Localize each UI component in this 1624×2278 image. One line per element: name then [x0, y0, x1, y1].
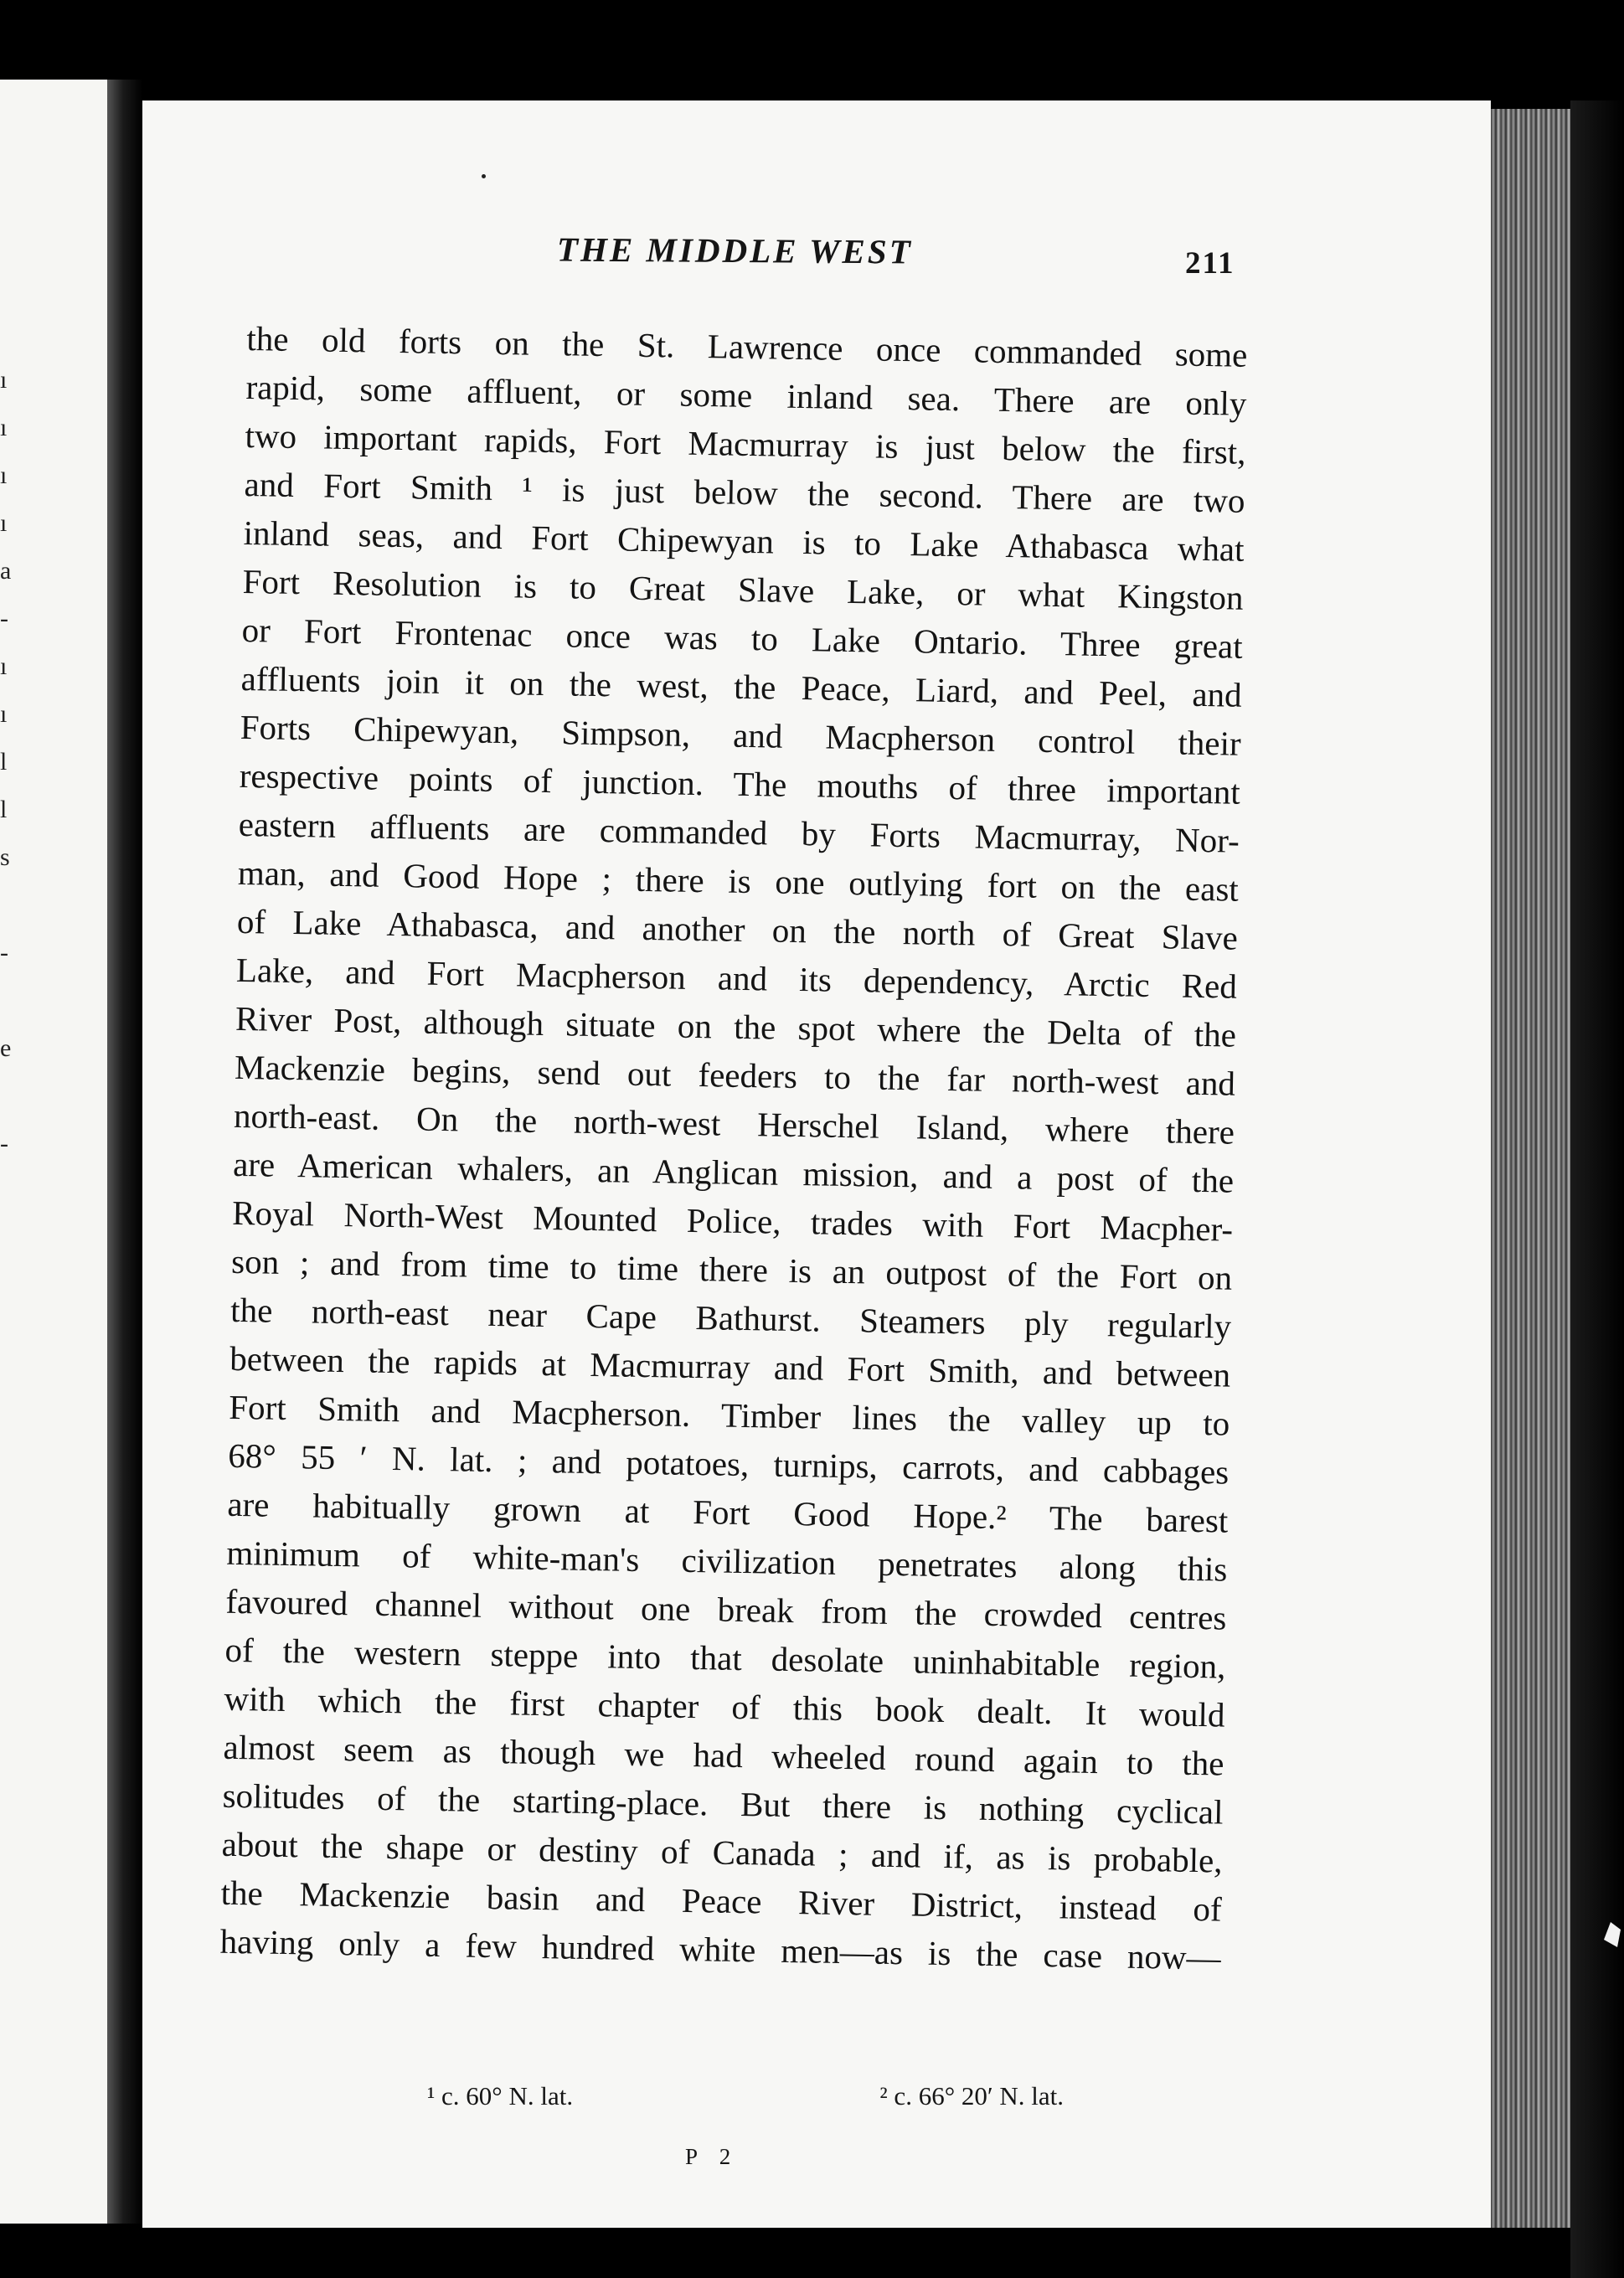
- book-gutter: [107, 80, 142, 2224]
- text-line: of Lake Athabasca, and another on the north of Great Slave: [236, 901, 1239, 957]
- margin-mark: ı: [0, 652, 8, 680]
- text-line: the old forts on the St. Lawrence once commanded some: [246, 318, 1248, 374]
- margin-mark: l: [0, 796, 8, 823]
- text-line: Mackenzie begins, send out feeders to the far north-west and: [234, 1047, 1236, 1103]
- text-line: are habitually grown at Fort Good Hope.² The barest: [227, 1484, 1229, 1540]
- margin-mark: s: [0, 843, 10, 871]
- margin-mark: ı: [0, 366, 8, 394]
- text-line: Lake, and Fort Macpherson and its dependency, Arctic Red: [235, 950, 1238, 1006]
- text-line: about the shape or destiny of Canada ; and if, as is probable,: [221, 1824, 1223, 1880]
- text-line: between the rapids at Macmurray and Fort Smith, and between: [229, 1338, 1231, 1394]
- footnote: ² c. 66° 20′ N. lat.: [879, 2081, 1064, 2110]
- text-line: favoured channel without one break from the crowded centres: [225, 1581, 1227, 1637]
- text-line: son ; and from time to time there is an outpost of the Fort on: [230, 1241, 1233, 1297]
- text-line: are American whalers, an Anglican mission, and a post of the: [232, 1144, 1235, 1200]
- text-line: solitudes of the starting-place. But there is nothing cyclical: [222, 1776, 1224, 1832]
- page-number: 211: [1185, 246, 1235, 281]
- text-line: having only a few hundred white men—as is the case now—: [219, 1921, 1222, 1977]
- footnote: ¹ c. 60° N. lat.: [427, 2081, 574, 2110]
- left-page-fragment: [0, 80, 107, 2224]
- text-line: Forts Chipewyan, Simpson, and Macpherson control their: [240, 707, 1242, 763]
- footnotes: [427, 2081, 1064, 2111]
- margin-mark: [0, 881, 17, 929]
- margin-mark: -: [0, 939, 8, 966]
- body-text: [219, 314, 1248, 1982]
- running-head: THE MIDDLE WEST: [556, 229, 913, 271]
- signature-mark: P 2: [685, 2144, 740, 2169]
- text-line: or Fort Frontenac once was to Lake Ontario. Three great: [241, 610, 1243, 666]
- text-line: affluents join it on the west, the Peace, Liard, and Peel, and: [240, 658, 1243, 714]
- text-line: minimum of white-man's civilization penetrates along this: [226, 1533, 1228, 1589]
- text-line: north-east. On the north-west Herschel Island, where there: [233, 1095, 1235, 1152]
- margin-mark: e: [0, 1034, 12, 1062]
- text-line: with which the first chapter of this book dealt. It would: [224, 1678, 1225, 1734]
- text-line: and Fort Smith ¹ is just below the second. There are two: [244, 464, 1245, 520]
- margin-mark: a: [0, 557, 12, 585]
- text-line: almost seem as though we had wheeled round again to the: [223, 1727, 1224, 1783]
- text-line: 68° 55 ′ N. lat. ; and potatoes, turnips, carrots, and cabbages: [228, 1435, 1230, 1492]
- margin-mark: -: [0, 605, 8, 632]
- text-line: Royal North-West Mounted Police, trades with Fort Macpher-: [231, 1193, 1234, 1249]
- margin-mark: ı: [0, 414, 8, 441]
- page-fore-edge: [1491, 109, 1570, 2228]
- text-line: eastern affluents are commanded by Forts Macmurray, Nor-: [238, 804, 1240, 860]
- left-page-margin-marks: [0, 356, 17, 1167]
- text-line: rapid, some affluent, or some inland sea. There are only: [245, 367, 1247, 423]
- margin-mark: [0, 1072, 17, 1120]
- text-line: man, and Good Hope ; there is one outlying fort on the east: [237, 853, 1240, 909]
- text-line: Fort Resolution is to Great Slave Lake, or what Kingston: [242, 561, 1244, 617]
- text-line: Fort Smith and Macpherson. Timber lines the valley up to: [228, 1387, 1230, 1443]
- text-line: River Post, although situate on the spot where the Delta of the: [235, 998, 1237, 1054]
- margin-mark: l: [0, 748, 8, 776]
- text-line: inland seas, and Fort Chipewyan is to Lake Athabasca what: [243, 513, 1245, 569]
- margin-mark: [0, 977, 17, 1024]
- text-line: two important rapids, Fort Macmurray is just below the first,: [245, 415, 1246, 472]
- text-line: of the western steppe into that desolate uninhabitable region,: [224, 1630, 1226, 1686]
- scan-border-right: [1570, 100, 1624, 2278]
- paper-speck: [482, 174, 486, 178]
- margin-mark: -: [0, 1130, 8, 1157]
- text-line: the north-east near Cape Bathurst. Steamers ply regularly: [229, 1290, 1232, 1346]
- margin-mark: ı: [0, 509, 8, 537]
- margin-mark: ı: [0, 461, 8, 489]
- text-line: respective points of junction. The mouths of three important: [239, 755, 1241, 812]
- text-line: the Mackenzie basin and Peace River District, instead of: [220, 1873, 1222, 1929]
- margin-mark: ı: [0, 700, 8, 728]
